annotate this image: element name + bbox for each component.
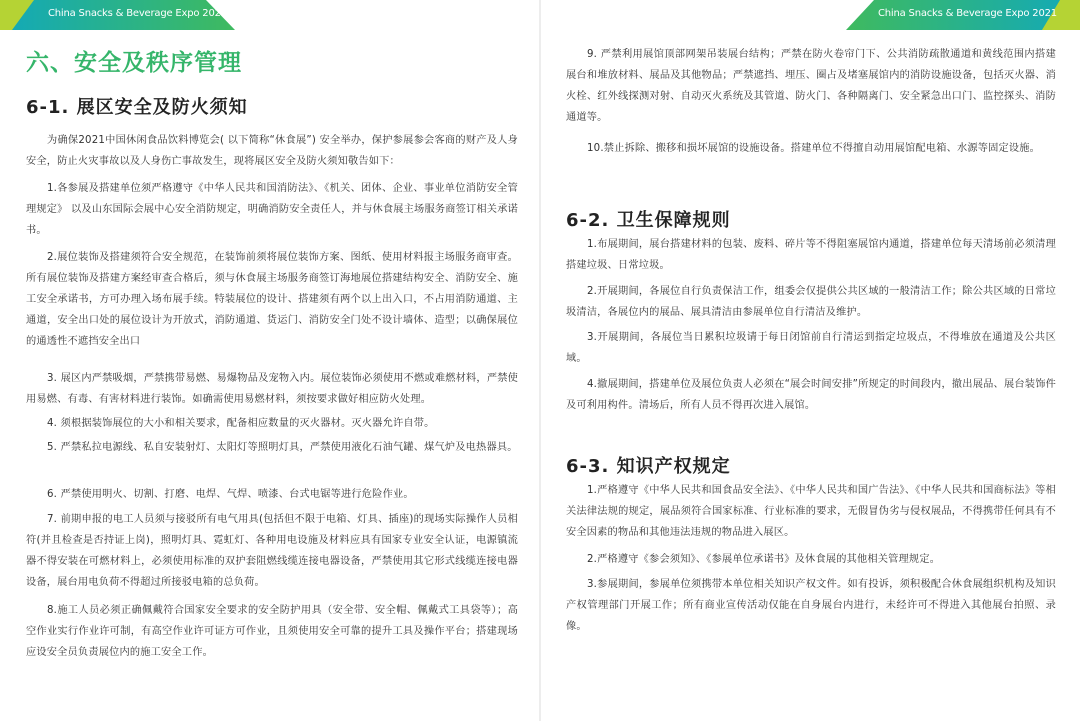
paragraph-item-7: 7. 前期申报的电工人员须与接驳所有电气用具(包括但不限于电箱、灯具、插座)的现场实际操作人员相符(并且检查是否持证上岗)，照明灯具、霓虹灯、各种用电设施及材料应具有国家专业安全认证，电源镇流器不得安装在可燃材料上，必须使用标准的双护套阻燃线缆连接电器设备，严禁使用其它形式线缆连接电器设备，展台用电负荷不得超过所接驳电箱的总负荷。	[26, 514, 518, 588]
hygiene-item-2: 2.开展期间，各展位自行负责保洁工作，组委会仅提供公共区域的一般清洁工作；除公共区域的日常垃圾清洁，各展位内的展品、展具清洁由参展单位自行清洁及维护。	[566, 286, 1056, 318]
hygiene-item-3: 3.开展期间，各展位当日累积垃圾请于每日闭馆前自行清运到指定垃圾点，不得堆放在通道及公共区域。	[566, 332, 1056, 364]
header-band-left	[0, 0, 235, 30]
paragraph-item-2: 2.展位装饰及搭建须符合安全规范，在装饰前须将展位装饰方案、图纸、使用材料报主场服务商审查。所有展位装饰及搭建方案经审查合格后，须与休食展主场服务商签订海地展位搭建结构安全、消防安全、施工安全承诺书，方可办理入场布展手续。特装展位的设计、搭建须有两个以上出入口，不占用消防通道、主通道，安全出口处的展位设计为开放式，消防通道、货运门、消防安全门处不设计墙体、造型；以确保展位的通透性不遮挡安全出口	[26, 252, 518, 347]
header-expo-name-right: China Snacks & Beverage Expo 2021	[878, 8, 1057, 19]
paragraph-item-5: 5. 严禁私拉电源线、私自安装射灯、太阳灯等照明灯具，严禁使用液化石油气罐、煤气炉及电热器具。	[47, 442, 518, 453]
ip-item-2: 2.严格遵守《参会须知》、《参展单位承诺书》及休食展的其他相关管理规定。	[587, 554, 941, 565]
hygiene-item-1: 1.布展期间，展台搭建材料的包装、废料、碎片等不得阻塞展馆内通道，搭建单位每天清场前必须清理搭建垃圾、日常垃圾。	[566, 239, 1056, 271]
subsection-title-6-1: 6-1. 展区安全及防火须知	[26, 97, 248, 118]
header-band-right	[846, 0, 1080, 30]
right-page	[540, 0, 1080, 721]
ip-item-3: 3.参展期间，参展单位须携带本单位相关知识产权文件。如有投诉，须积极配合休食展组织机构及知识产权管理部门开展工作；所有商业宣传活动仅能在自身展台内进行，未经许可不得进入其他展台拍照、录像。	[566, 579, 1056, 632]
paragraph-item-4: 4. 须根据装饰展位的大小和相关要求，配备相应数量的灭火器材。灭火器允许自带。	[47, 418, 435, 429]
section-title: 六、安全及秩序管理	[26, 50, 242, 76]
ip-item-1: 1.严格遵守《中华人民共和国食品安全法》、《中华人民共和国广告法》、《中华人民共和国商标法》等相关法律法规的规定，展品须符合国家标准、行业标准的要求，无假冒伪劣与侵权展品，不得携带任何具有不安全因素的物品和其他违法违规的物品进入展区。	[566, 485, 1056, 538]
paragraph-item-9: 9. 严禁利用展馆顶部网架吊装展台结构；严禁在防火卷帘门下、公共消防疏散通道和黄线范围内搭建展台和堆放材料、展品及其他物品；严禁遮挡、埋压、圈占及堵塞展馆内的消防设施设备，包括灭火器、消火栓、红外线探测对射、自动灭火系统及其管道、防火门、各种隔离门、安全紧急出口门、监控探头、消防通道等。	[566, 49, 1056, 123]
hygiene-item-4: 4.撤展期间，搭建单位及展位负责人必须在“展会时间安排”所规定的时间段内，撤出展品、展台装饰件及可利用构件。清场后，所有人员不得再次进入展馆。	[566, 379, 1056, 411]
header-expo-name: China Snacks & Beverage Expo 2021	[48, 8, 227, 19]
paragraph-item-3: 3. 展区内严禁吸烟，严禁携带易燃、易爆物品及宠物入内。展位装饰必须使用不燃或难燃材料，严禁使用易燃、有毒、有害材料进行装饰。如确需使用易燃材料，须按要求做好相应防火处理。	[26, 373, 518, 405]
paragraph-item-1: 1.各参展及搭建单位须严格遵守《中华人民共和国消防法》、《机关、团体、企业、事业单位消防安全管理规定》 以及山东国际会展中心安全消防规定，明确消防安全责任人，并与休食展主场服务商签订相关承诺书。	[26, 183, 518, 236]
paragraph-item-10: 10.禁止拆除、搬移和损坏展馆的设施设备。搭建单位不得擅自动用展馆配电箱、水源等固定设施。	[587, 143, 1041, 154]
paragraph-intro: 为确保2021中国休闲食品饮料博览会( 以下简称“休食展”) 安全举办，保护参展参会客商的财产及人身安全，防止火灾事故以及人身伤亡事故发生，现将展区安全及防火须知敬告如下：	[26, 135, 518, 167]
subsection-title-6-2: 6-2. 卫生保障规则	[566, 210, 731, 231]
subsection-title-6-3: 6-3. 知识产权规定	[566, 456, 731, 477]
paragraph-item-8: 8.施工人员必须正确佩戴符合国家安全要求的安全防护用具（安全带、安全帽、佩戴式工具袋等）；高空作业实行作业许可制，有高空作业许可证方可作业，且须使用安全可靠的提升工具及操作平台；搭建现场应设安全员负责展位内的施工安全工作。	[26, 605, 518, 658]
paragraph-item-6: 6. 严禁使用明火、切割、打磨、电焊、气焊、喷漆、台式电锯等进行危险作业。	[47, 489, 414, 500]
